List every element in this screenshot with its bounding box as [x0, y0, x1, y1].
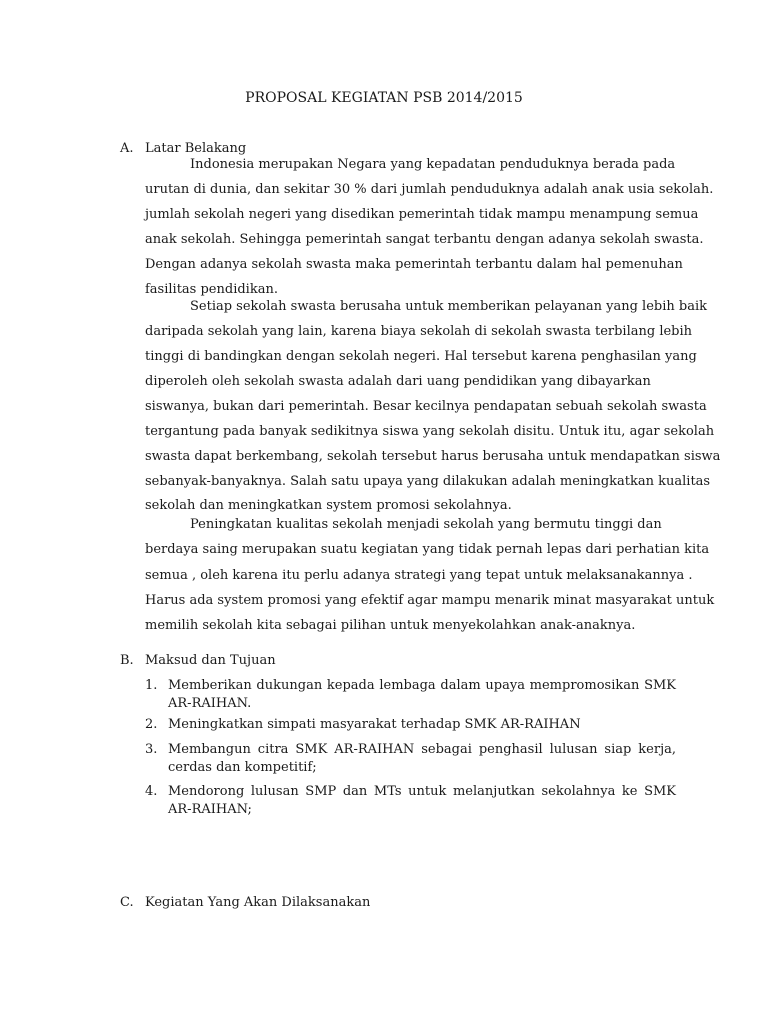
list-item-number: 1.	[145, 678, 158, 693]
paragraph-line: Indonesia merupakan Negara yang kepadatan penduduknya berada pada	[190, 157, 676, 172]
list-item: Meningkatkan simpati masyarakat terhadap SMK AR-RAIHAN	[168, 717, 581, 732]
paragraph-line: daripada sekolah yang lain, karena biaya sekolah di sekolah swasta terbilang lebih	[145, 324, 693, 339]
paragraph-line: diperoleh oleh sekolah swasta adalah dari uang pendidikan yang dibayarkan	[145, 374, 651, 389]
section-c-letter: C.	[120, 895, 134, 910]
paragraph-line: sebanyak-banyaknya. Salah satu upaya yang dilakukan adalah meningkatkan kualitas	[145, 474, 711, 489]
section-c-title: Kegiatan Yang Akan Dilaksanakan	[145, 895, 371, 910]
section-b-letter: B.	[120, 653, 134, 668]
list-item-number: 3.	[145, 742, 158, 757]
paragraph-line: urutan di dunia, dan sekitar 30 % dari jumlah penduduknya adalah anak usia sekolah.	[145, 182, 714, 197]
paragraph-line: swasta dapat berkembang, sekolah tersebut harus berusaha untuk mendapatkan siswa	[145, 449, 721, 464]
paragraph-line: fasilitas pendidikan.	[145, 282, 278, 297]
paragraph-line: tergantung pada banyak sedikitnya siswa yang sekolah disitu. Untuk itu, agar sekolah	[145, 424, 715, 439]
paragraph-line: anak sekolah. Sehingga pemerintah sangat terbantu dengan adanya sekolah swasta.	[145, 232, 704, 247]
section-c-heading	[120, 893, 370, 913]
paragraph-line: memilih sekolah kita sebagai pilihan untuk menyekolahkan anak-anaknya.	[145, 618, 636, 633]
paragraph-line: semua , oleh karena itu perlu adanya strategi yang tepat untuk melaksanakannya .	[145, 568, 693, 583]
list-item: Memberikan dukungan kepada lembaga dalam upaya mempromosikan SMK AR-RAIHAN.	[168, 678, 676, 711]
section-b-title: Maksud dan Tujuan	[145, 653, 276, 668]
list-item: Mendorong lulusan SMP dan MTs untuk melanjutkan sekolahnya ke SMK AR-RAIHAN;	[168, 784, 676, 817]
section-a-title: Latar Belakang	[145, 141, 247, 156]
list-item-number: 4.	[145, 784, 158, 799]
paragraph-line: sekolah dan meningkatkan system promosi sekolahnya.	[145, 498, 512, 513]
paragraph-line: Harus ada system promosi yang efektif agar mampu menarik minat masyarakat untuk	[145, 593, 715, 608]
paragraph-line: tinggi di bandingkan dengan sekolah negeri. Hal tersebut karena penghasilan yang	[145, 349, 697, 364]
section-a-letter: A.	[120, 141, 134, 156]
paragraph-line: jumlah sekolah negeri yang disedikan pemerintah tidak mampu menampung semua	[145, 207, 699, 222]
paragraph-line: Setiap sekolah swasta berusaha untuk memberikan pelayanan yang lebih baik	[190, 299, 708, 314]
paragraph-line: berdaya saing merupakan suatu kegiatan yang tidak pernah lepas dari perhatian kita	[145, 542, 710, 557]
section-b-heading	[120, 651, 276, 671]
list-item: Membangun citra SMK AR-RAIHAN sebagai penghasil lulusan siap kerja, cerdas dan kompetitif;	[168, 742, 676, 775]
list-item-number: 2.	[145, 717, 158, 732]
document-title: PROPOSAL KEGIATAN PSB 2014/2015	[245, 90, 523, 106]
paragraph-line: Dengan adanya sekolah swasta maka pemerintah terbantu dalam hal pemenuhan	[145, 257, 683, 272]
paragraph-line: Peningkatan kualitas sekolah menjadi sekolah yang bermutu tinggi dan	[190, 517, 662, 532]
paragraph-line: siswanya, bukan dari pemerintah. Besar kecilnya pendapatan sebuah sekolah swasta	[145, 399, 707, 414]
